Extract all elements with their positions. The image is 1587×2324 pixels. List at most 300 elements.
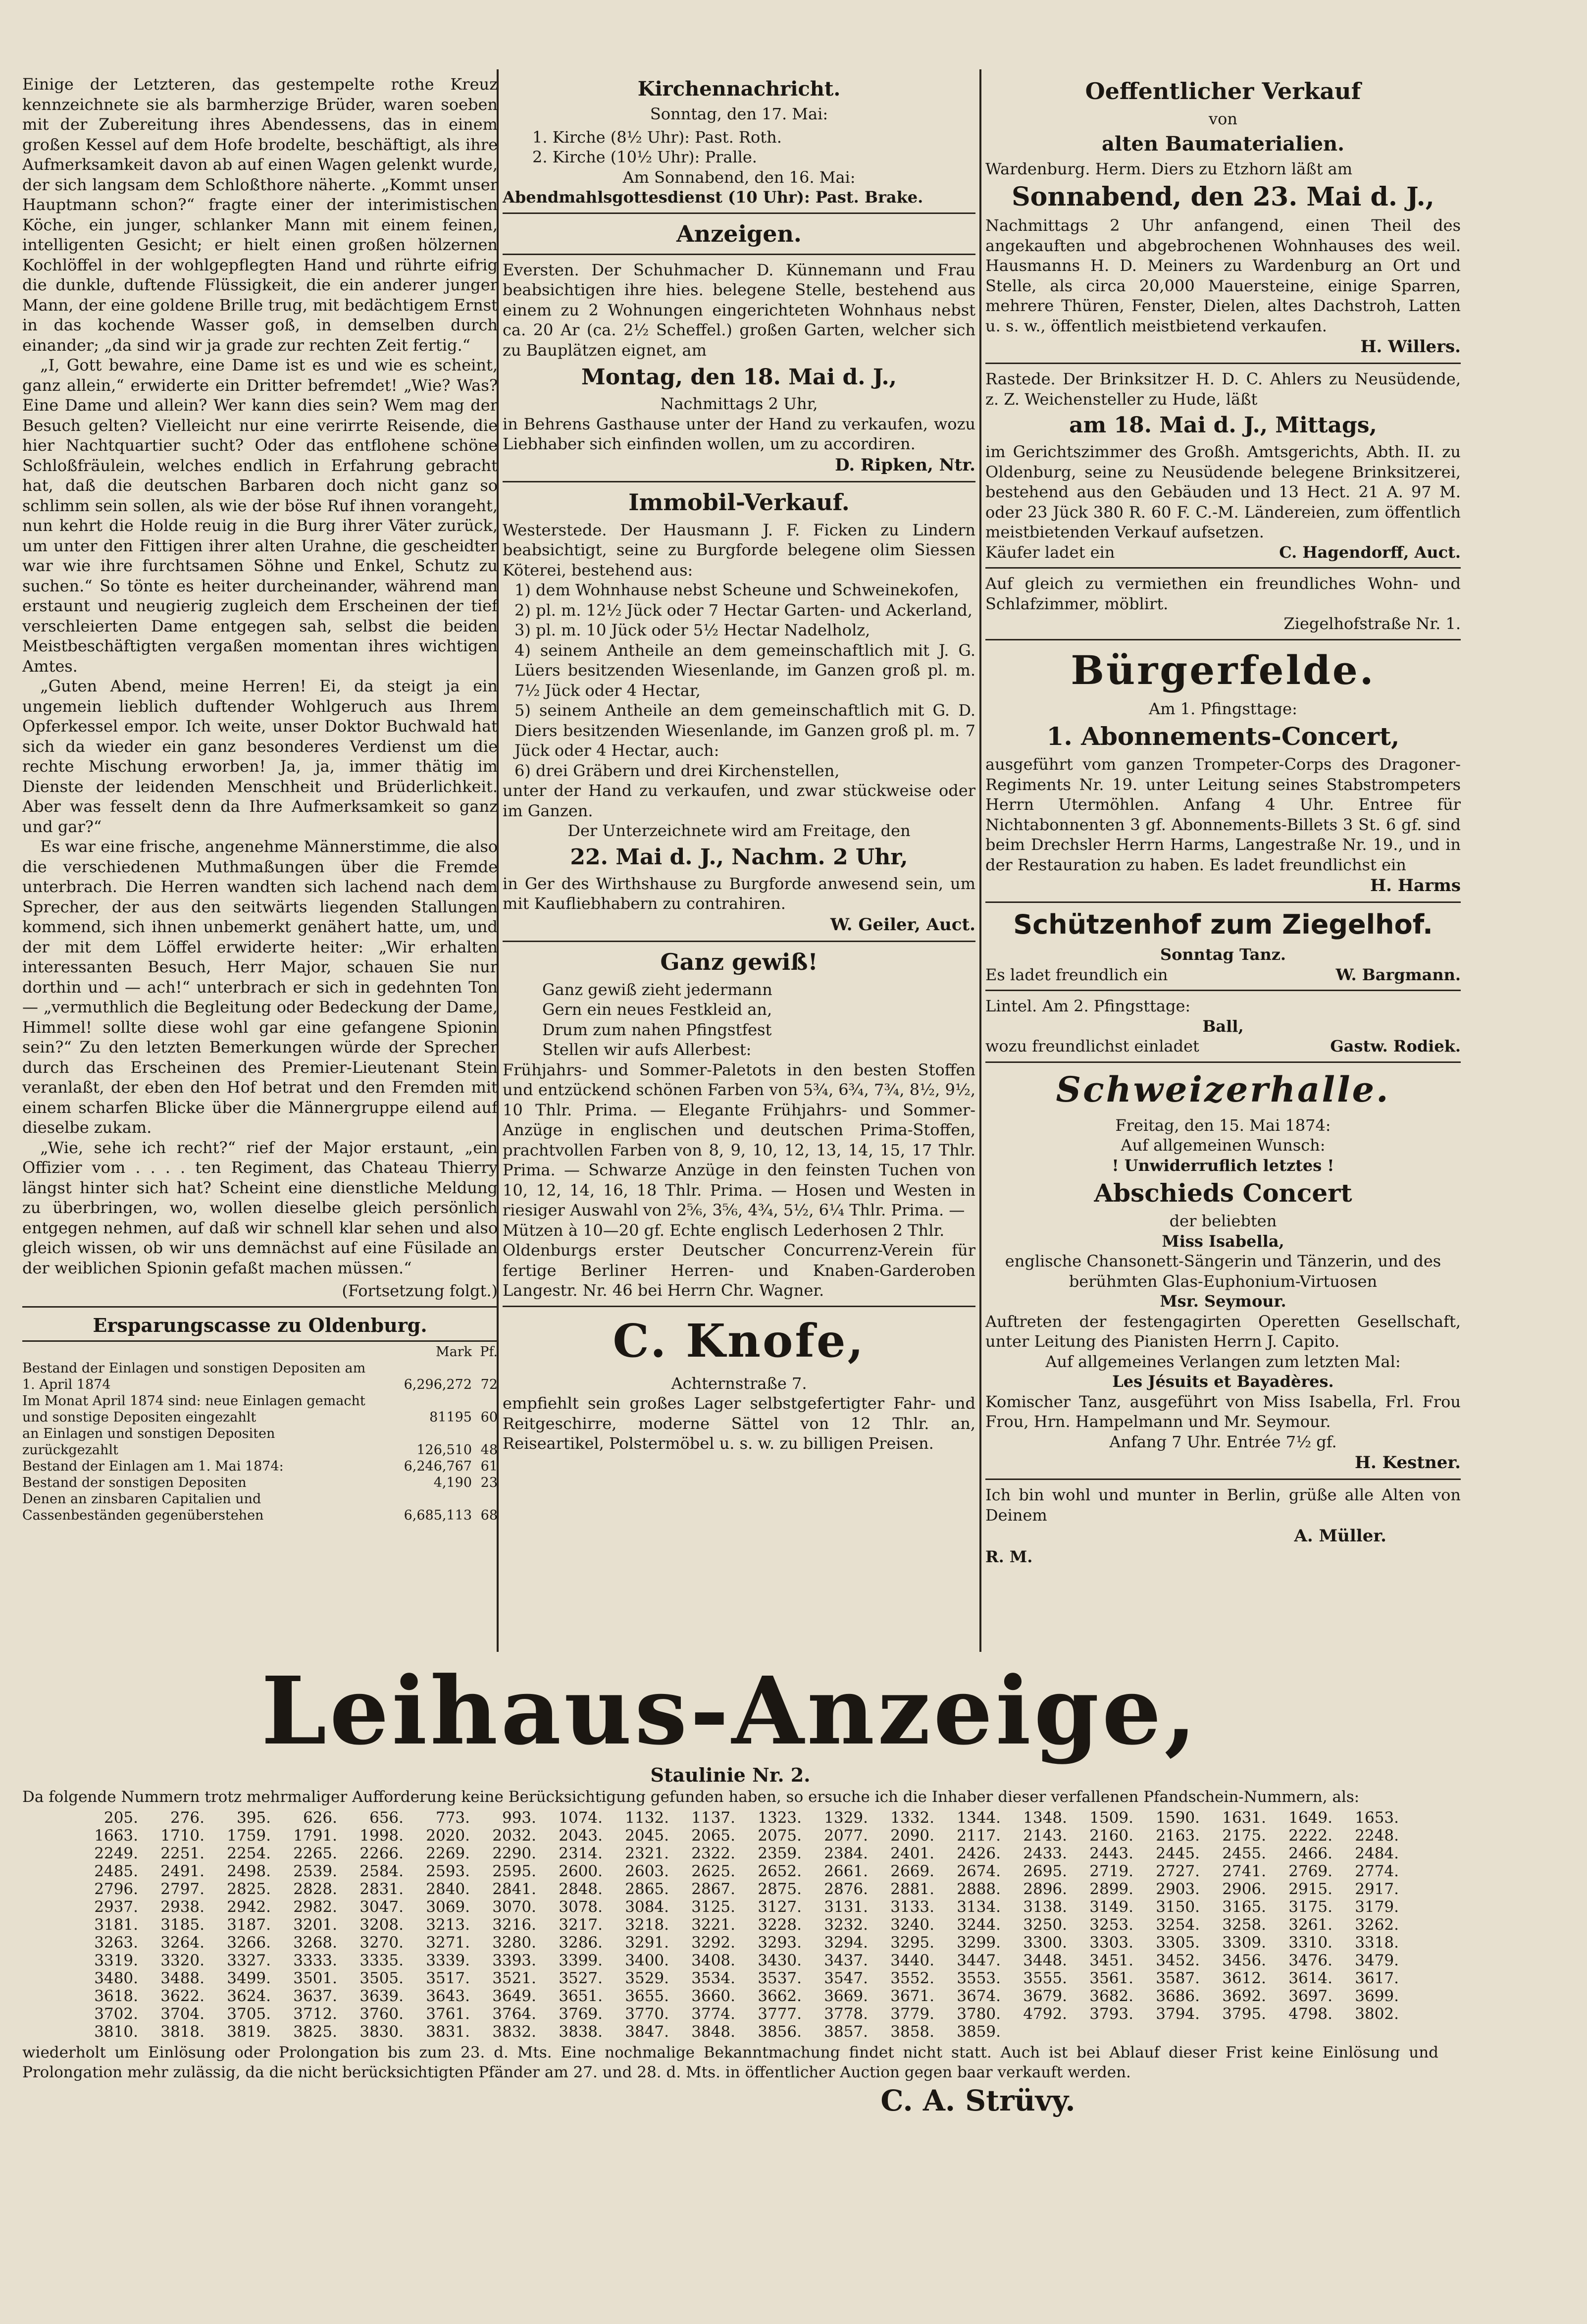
pawn-number: 1344. bbox=[957, 1809, 1001, 1827]
immobil-item: 4) seinem Antheile an dem gemeinschaftlich mit J. G. Lüers besitzenden Wiesenlande, im Ganzen groß pl. m. 7½ Jück oder 4 Hectar, bbox=[514, 640, 975, 700]
pawn-number: 3299. bbox=[957, 1934, 1001, 1952]
rastede-intro: Rastede. Der Brinksitzer H. D. C. Ahlers zu Neusüdende, z. Z. Weichensteller zu Hude, läßt bbox=[985, 370, 1461, 409]
eversten-text: in Behrens Gasthause unter der Hand zu verkaufen, wozu Liebhaber sich einfinden wollen, um zu accordiren. bbox=[503, 414, 975, 453]
divider bbox=[503, 481, 975, 482]
schuetzen-signature-line bbox=[985, 965, 1461, 985]
verkauf-intro: Wardenburg. Herm. Diers zu Etzhorn läßt am bbox=[985, 159, 1353, 178]
pawn-number: 2903. bbox=[1156, 1880, 1200, 1898]
pawn-number: 3047. bbox=[359, 1898, 404, 1916]
pawn-number: 2652. bbox=[758, 1862, 802, 1880]
pawn-number: 2906. bbox=[1222, 1880, 1266, 1898]
pawn-number: 3305. bbox=[1156, 1934, 1200, 1952]
pawn-number: 3319. bbox=[94, 1952, 138, 1969]
pawn-number: 3228. bbox=[758, 1916, 802, 1934]
immobil-date: 22. Mai d. J., Nachm. 2 Uhr, bbox=[570, 844, 908, 870]
pawn-number: 2938. bbox=[160, 1898, 205, 1916]
pawn-number: 1649. bbox=[1288, 1809, 1332, 1827]
ganz-title: Ganz gewiß! bbox=[660, 948, 818, 975]
pawn-number: 2426. bbox=[957, 1845, 1001, 1862]
pawn-number: 2265. bbox=[293, 1845, 337, 1862]
pawn-number: 2269. bbox=[426, 1845, 470, 1862]
divider bbox=[985, 990, 1461, 991]
pawn-number: 1348. bbox=[1023, 1809, 1067, 1827]
pawn-number: 3263. bbox=[94, 1934, 138, 1952]
pawn-number: 3070. bbox=[492, 1898, 536, 1916]
pawn-number: 3185. bbox=[160, 1916, 205, 1934]
ledger-head-pf: Pf. bbox=[480, 1344, 498, 1360]
pawn-number: 3780. bbox=[957, 2005, 1001, 2023]
kirchen-service-2: 2. Kirche (10½ Uhr): Pralle. bbox=[532, 148, 757, 166]
pawn-number: 2625. bbox=[691, 1862, 735, 1880]
pawn-number: 3669. bbox=[824, 1987, 868, 2005]
pawn-number: 3320. bbox=[160, 1952, 205, 1969]
ganz-text: Frühjahrs- und Sommer-Paletots in den besten Stoffen und entzückend schönen Farben von 5¾, 6¾, 7¾, 8½, 9½, 10 Thlr. Prima. — Elegante Frühjahrs- und Sommer-Anzüge in englischen und deutschen Prima-Stoffen, prachtvollen Farben von 8, 9, 10, 12, 13, 14, 15, 17 Thlr. Prima. — Schwarze Anzüge in den feinsten Tuchen von 10, 12, 14, 16, 18 Thlr. Prima. — Hosen und Westen in riesiger Auswahl von 2⅚, 3⅚, 4¾, 5½, 6¼ Thlr. Prima. — bbox=[503, 1060, 975, 1219]
lintel-intro: Lintel. Am 2. Pfingsttage: bbox=[985, 997, 1191, 1015]
pawn-number: 2401. bbox=[890, 1845, 934, 1862]
anzeigen-title: Anzeigen. bbox=[676, 220, 802, 247]
divider bbox=[985, 1061, 1461, 1063]
pawn-number: 3660. bbox=[691, 1987, 735, 2005]
pawn-number: 3499. bbox=[227, 1969, 271, 1987]
buerger-signature: H. Harms bbox=[1370, 876, 1461, 896]
vermiethen-text: Auf gleich zu vermiethen ein freundliches Wohn- und Schlafzimmer, möblirt. bbox=[985, 574, 1461, 613]
pawn-number: 3335. bbox=[359, 1952, 404, 1969]
pawn-number: 3639. bbox=[359, 1987, 404, 2005]
schweizer-msr: Msr. Seymour. bbox=[1160, 1292, 1286, 1311]
pawn-number: 2719. bbox=[1089, 1862, 1133, 1880]
eversten-notice: Eversten. Der Schuhmacher D. Künnemann und Frau beabsichtigen ihre hies. belegene Stelle, bestehend aus einem zu 2 Wohnungen eingerichteten Wohnhaus nebst ca. 20 Ar (ca. 2½ Scheffel.) großen Garten, welcher sich zu Bauplätzen eignet, am bbox=[503, 260, 975, 360]
pawn-number: 3760. bbox=[359, 2005, 404, 2023]
pawn-number: 3505. bbox=[359, 1969, 404, 1987]
pawn-number: 3761. bbox=[426, 2005, 470, 2023]
kirchen-title: Kirchennachricht. bbox=[637, 77, 841, 101]
immobil-item: 5) seinem Antheile an dem gemeinschaftlich mit G. D. Diers besitzenden Wiesenlande, im Ganzen groß pl. m. 7 Jück oder 4 Hectar, auch: bbox=[514, 701, 975, 760]
pawn-number: 1132. bbox=[625, 1809, 669, 1827]
immobil-tail-2: Der Unterzeichnete wird am Freitage, den bbox=[567, 821, 911, 840]
pawn-number: 3838. bbox=[559, 2023, 603, 2041]
pawn-number: 2322. bbox=[691, 1845, 735, 1862]
pawn-number: 3280. bbox=[492, 1934, 536, 1952]
pawn-number: 3857. bbox=[824, 2023, 868, 2041]
pawn-number: 2982. bbox=[293, 1898, 337, 1916]
pawn-number: 3150. bbox=[1156, 1898, 1200, 1916]
pawn-number: 3333. bbox=[293, 1952, 337, 1969]
pawn-number: 2593. bbox=[426, 1862, 470, 1880]
pawn-number: 2669. bbox=[890, 1862, 934, 1880]
pawn-number: 3138. bbox=[1023, 1898, 1067, 1916]
pawn-number: 3393. bbox=[492, 1952, 536, 1969]
pawn-number: 3521. bbox=[492, 1969, 536, 1987]
pawn-number: 2603. bbox=[625, 1862, 669, 1880]
pawn-number: 2359. bbox=[758, 1845, 802, 1862]
berlin-greeting: Ich bin wohl und munter in Berlin, grüße alle Alten von Deinem bbox=[985, 1485, 1461, 1525]
pawn-number: 3587. bbox=[1156, 1969, 1200, 1987]
pawn-number: 3300. bbox=[1023, 1934, 1067, 1952]
story-paragraph: „Wie, sehe ich recht?“ rief der Major erstaunt, „ein Offizier vom . . . . ten Regiment, das Chateau Thierry längst hinter sich hat? Scheint eine dienstliche Meldung zu überbringen, wo, wollen dieselbe gleich persönlich entgegen nehmen, auf daß wir schnell klar sehen und also gleich wissen, ob wir uns demnächst auf eine Füsilade an der weiblichen Spionin gefaßt machen müssen.“ bbox=[22, 1138, 498, 1277]
ledger-pf: 48 bbox=[480, 1442, 498, 1458]
pawn-number: 3250. bbox=[1023, 1916, 1067, 1934]
pawn-number: 3517. bbox=[426, 1969, 470, 1987]
pawn-number: 3679. bbox=[1023, 1987, 1067, 2005]
eversten-signature: D. Ripken, Ntr. bbox=[835, 455, 975, 475]
divider bbox=[985, 1479, 1461, 1480]
story-paragraph: Einige der Letzteren, das gestempelte rothe Kreuz kennzeichnete sie als barmherzige Brüder, waren soeben mit der Zubereitung ihres Abendessens, das in einem großen Kessel auf dem Hofe brodelte, beschäftigt, als ihre Aufmerksamkeit davon ab auf einen Wagen gelenkt wurde, der sich langsam dem Schloßthore näherte. „Kommt unser Hauptmann schon?“ fragte einer der interimistischen Köche, ein junger, schlanker Mann mit einem feinen, intelligenten Gesicht; er hielt einen großen hölzernen Kochlöffel in der wohlgepflegten Hand und rührte eifrig die dunkle, duftende Flüssigkeit, die ein anderer junger Mann, der eine goldene Brille trug, mit bedächtigem Ernst in das kochende Wasser goß, in demselben durch einander; „da sind wir ja grade zur rechten Zeit fertig.“ bbox=[22, 75, 498, 355]
column-serial-story bbox=[22, 74, 498, 1524]
pawn-number: 2491. bbox=[160, 1862, 205, 1880]
schweizer-text-1: englische Chansonett-Sängerin und Tänzerin, und des berühmten Glas-Euphonium-Virtuosen bbox=[1005, 1252, 1441, 1291]
divider bbox=[985, 363, 1461, 364]
pawn-number: 2090. bbox=[890, 1827, 934, 1845]
pawn-number: 3553. bbox=[957, 1969, 1001, 1987]
pawn-number: 2266. bbox=[359, 1845, 404, 1862]
pawn-number: 3830. bbox=[359, 2023, 404, 2041]
divider bbox=[985, 639, 1461, 640]
pawn-number: 3266. bbox=[227, 1934, 271, 1952]
pawn-number: 3674. bbox=[957, 1987, 1001, 2005]
pawn-number: 3774. bbox=[691, 2005, 735, 2023]
pawn-number: 2942. bbox=[227, 1898, 271, 1916]
pawn-number: 3165. bbox=[1222, 1898, 1266, 1916]
pawn-number: 395. bbox=[236, 1809, 271, 1827]
immobil-item: 1) dem Wohnhause nebst Scheune und Schweinekofen, bbox=[514, 581, 959, 599]
pawn-number: 3201. bbox=[293, 1916, 337, 1934]
pawn-number: 3534. bbox=[691, 1969, 735, 1987]
ledger-label: Bestand der Einlagen und sonstigen Depositen am 1. April 1874 bbox=[22, 1360, 366, 1392]
pawn-number: 1653. bbox=[1355, 1809, 1399, 1827]
pawn-number: 3692. bbox=[1222, 1987, 1266, 2005]
ledger-amount: 81195 bbox=[429, 1409, 472, 1425]
pawn-number: 3778. bbox=[824, 2005, 868, 2023]
pawn-number: 773. bbox=[435, 1809, 470, 1827]
verkauf-date: Sonnabend, den 23. Mai d. J., bbox=[1012, 182, 1434, 212]
pawn-number: 2797. bbox=[160, 1880, 205, 1898]
pawn-number: 2539. bbox=[293, 1862, 337, 1880]
pawn-number: 3447. bbox=[957, 1952, 1001, 1969]
schweizer-last: ! Unwiderruflich letztes ! bbox=[1112, 1156, 1334, 1175]
column-notices-right bbox=[985, 74, 1461, 1567]
ledger-label: Im Monat April 1874 sind: neue Einlagen gemacht und sonstige Depositen eingezahlt bbox=[22, 1393, 365, 1425]
story-paragraph: Es war eine frische, angenehme Männerstimme, die also die verschiedenen Muthmaßungen über die Fremde unterbrach. Die Herren wandten sich lachend nach dem Sprecher, der aus den seitwärts liegenden Stallungen kommend, sich ihnen unbemerkt genähert hatte, um, und der mit dem Löffel erwiderte heiter: „Wir erhalten interessanten Besuch, Herr Major, schauen Sie nur dorthin und — ach!“ unterbrach er sich in gedehnten Ton — „vermuthlich die Begleitung oder Bedeckung der Dame, Himmel! sollte diese wohl gar eine gefangene Spionin sein?“ Zu den letzten Bemerkungen würde der Sprecher durch das Erscheinen des Premier-Lieutenant Stein veranlaßt, der eben den Hof betrat und den Fremden mit einem scharfen Blicke über die Männergruppe eilend auf dieselbe zukam. bbox=[22, 837, 498, 1137]
pawn-number: 2831. bbox=[359, 1880, 404, 1898]
pawn-number: 1590. bbox=[1156, 1809, 1200, 1827]
pawn-number: 2937. bbox=[94, 1898, 138, 1916]
pawn-number-grid bbox=[77, 1809, 1404, 2041]
schweizer-text-5: Anfang 7 Uhr. Entrée 7½ gf. bbox=[1109, 1432, 1337, 1451]
schweizer-jesuits: Les Jésuits et Bayadères. bbox=[1112, 1372, 1334, 1391]
pawn-number: 3662. bbox=[758, 1987, 802, 2005]
pawn-number: 3179. bbox=[1355, 1898, 1399, 1916]
pawn-number: 993. bbox=[502, 1809, 536, 1827]
ledger-table bbox=[22, 1344, 498, 1524]
verkauf-von: von bbox=[1209, 109, 1237, 128]
ledger-pf: 60 bbox=[480, 1409, 498, 1425]
divider bbox=[985, 567, 1461, 569]
ledger-label: Bestand der sonstigen Depositen bbox=[22, 1475, 247, 1490]
ledger-pf: 72 bbox=[480, 1376, 498, 1392]
pawn-number: 3127. bbox=[758, 1898, 802, 1916]
pawn-number: 2254. bbox=[227, 1845, 271, 1862]
story-paragraph: „Guten Abend, meine Herren! Ei, da steigt ja ein ungemein lieblich duftender Wohlgeruch aus Ihrem Opferkessel empor. Ich weite, unser Doktor Buchwald hat sich da wieder ein ganz besonderes Verdienst um die rechte Mischung erworben! Ja, ja, immer thätig im Dienste der leidenden Menschheit und Brüderlichkeit. Aber was fesselt denn da Ihre Aufmerksamkeit so ganz und gar?“ bbox=[22, 677, 498, 836]
pawn-number: 3264. bbox=[160, 1934, 205, 1952]
pawn-number: 2899. bbox=[1089, 1880, 1133, 1898]
pawn-number: 2032. bbox=[492, 1827, 536, 1845]
pawn-number: 2825. bbox=[227, 1880, 271, 1898]
pawn-number: 2584. bbox=[359, 1862, 404, 1880]
divider bbox=[503, 1306, 975, 1307]
pawn-number: 3810. bbox=[94, 2023, 138, 2041]
ganz-poem-line: Stellen wir aufs Allerbest: bbox=[542, 1040, 752, 1059]
pawn-number: 2661. bbox=[824, 1862, 868, 1880]
pawn-number: 2727. bbox=[1156, 1862, 1200, 1880]
pawn-number: 3295. bbox=[890, 1934, 934, 1952]
pawn-number: 3770. bbox=[625, 2005, 669, 2023]
pawn-number: 2867. bbox=[691, 1880, 735, 1898]
pawn-number: 3649. bbox=[492, 1987, 536, 2005]
immobil-tail-3: in Ger des Wirthshause zu Burgforde anwesend sein, um mit Kaufliebhabern zu contrahiren. bbox=[503, 874, 975, 913]
immobil-signature: W. Geiler, Auct. bbox=[830, 914, 975, 935]
ledger-label: Bestand der Einlagen am 1. Mai 1874: bbox=[22, 1458, 284, 1474]
pawn-number: 1074. bbox=[559, 1809, 603, 1827]
ganz-poem-line: Drum zum nahen Pfingstfest bbox=[542, 1020, 772, 1039]
pawn-number: 3253. bbox=[1089, 1916, 1133, 1934]
verkauf-signature: H. Willers. bbox=[1360, 337, 1461, 357]
ledger-row bbox=[22, 1458, 498, 1475]
rastede-text: im Gerichtszimmer des Großh. Amtsgerichts, Abth. II. zu Oldenburg, seine zu Neusüdende belegene Brinksitzerei, bestehend aus den Gebäuden und 13 Hect. 21 A. 97 M. oder 23 Jück 380 R. 60 F. C.-M. Ländereien, zum öffentlich meistbietenden Verkauf aufsetzen. bbox=[985, 442, 1461, 541]
pawn-number: 2249. bbox=[94, 1845, 138, 1862]
pawn-number: 2485. bbox=[94, 1862, 138, 1880]
leihaus-intro: Da folgende Nummern trotz mehrmaliger Aufforderung keine Berücksichtigung gefunden haben, so ersuche ich die Inhaber dieser verfallenen Pfandschein-Nummern, als: bbox=[22, 1788, 1360, 1806]
pawn-number: 3437. bbox=[824, 1952, 868, 1969]
kirchen-date: Sonntag, den 17. Mai: bbox=[650, 105, 828, 123]
pawn-number: 1998. bbox=[359, 1827, 404, 1845]
pawn-number: 3777. bbox=[758, 2005, 802, 2023]
pawn-number: 276. bbox=[170, 1809, 205, 1827]
pawn-number: 3310. bbox=[1288, 1934, 1332, 1952]
pawn-number: 3303. bbox=[1089, 1934, 1133, 1952]
ganz-text-3: Oldenburgs erster Deutscher Concurrenz-Verein für fertige Berliner Herren- und Knaben-Garderoben Langestr. Nr. 46 bei Herrn Chr. Wagner. bbox=[503, 1241, 975, 1300]
pawn-number: 1137. bbox=[691, 1809, 735, 1827]
pawn-number: 2117. bbox=[957, 1827, 1001, 1845]
pawn-number: 3480. bbox=[94, 1969, 138, 1987]
pawn-number: 3339. bbox=[426, 1952, 470, 1969]
pawn-number: 3637. bbox=[293, 1987, 337, 2005]
pawn-number: 3561. bbox=[1089, 1969, 1133, 1987]
divider bbox=[22, 1340, 498, 1342]
pawn-number: 1329. bbox=[824, 1809, 868, 1827]
pawn-number: 3217. bbox=[559, 1916, 603, 1934]
pawn-number: 3268. bbox=[293, 1934, 337, 1952]
pawn-number: 3400. bbox=[625, 1952, 669, 1969]
pawn-number: 3271. bbox=[426, 1934, 470, 1952]
pawn-number: 3430. bbox=[758, 1952, 802, 1969]
pawn-number: 3671. bbox=[890, 1987, 934, 2005]
lintel-signature: Gastw. Rodiek. bbox=[1330, 1037, 1461, 1056]
verkauf-subtitle: alten Baumaterialien. bbox=[1101, 132, 1345, 156]
pawn-number: 2443. bbox=[1089, 1845, 1133, 1862]
pawn-number: 3309. bbox=[1222, 1934, 1266, 1952]
pawn-number: 2075. bbox=[758, 1827, 802, 1845]
pawn-number: 3232. bbox=[824, 1916, 868, 1934]
column-notices-middle bbox=[503, 74, 975, 1457]
buerger-text: ausgeführt vom ganzen Trompeter-Corps des Dragoner-Regiments Nr. 19. unter Leitung seines Stabstrompeters Herrn Utermöhlen. Anfang 4 Uhr. Entree für Nichtabonnenten 3 gf. Abonnements-Billets 3 St. 6 gf. sind beim Drechsler Herrn Harms, Langestraße Nr. 19., und in der Restauration zu haben. Es ladet freundlichst ein bbox=[985, 755, 1461, 874]
pawn-number: 3327. bbox=[227, 1952, 271, 1969]
rastede-signature-label: Käufer ladet ein bbox=[985, 542, 1115, 562]
berlin-signature: A. Müller. bbox=[1294, 1526, 1386, 1546]
pawn-number: 2865. bbox=[625, 1880, 669, 1898]
pawn-number: 3702. bbox=[94, 2005, 138, 2023]
kirchen-abendmahl: Abendmahlsgottesdienst (10 Uhr): Past. Brake. bbox=[503, 188, 923, 207]
rastede-date: am 18. Mai d. J., Mittags, bbox=[1069, 413, 1377, 438]
pawn-number: 3451. bbox=[1089, 1952, 1133, 1969]
immobil-tail: unter der Hand zu verkaufen, und zwar stückweise oder im Ganzen. bbox=[503, 781, 975, 820]
pawn-number: 2674. bbox=[957, 1862, 1001, 1880]
pawn-number: 3488. bbox=[160, 1969, 205, 1987]
continued-note: (Fortsetzung folgt.) bbox=[342, 1281, 498, 1300]
pawn-number: 3779. bbox=[890, 2005, 934, 2023]
schweizer-concert: Abschieds Concert bbox=[1094, 1178, 1352, 1208]
pawn-number: 3286. bbox=[559, 1934, 603, 1952]
pawn-number: 2455. bbox=[1222, 1845, 1266, 1862]
pawn-number: 3764. bbox=[492, 2005, 536, 2023]
divider bbox=[985, 901, 1461, 903]
divider bbox=[503, 212, 975, 214]
pawn-number: 3440. bbox=[890, 1952, 934, 1969]
pawn-number: 2321. bbox=[625, 1845, 669, 1862]
immobil-title: Immobil-Verkauf. bbox=[628, 488, 850, 516]
verkauf-title: Oeffentlicher Verkauf bbox=[1085, 78, 1361, 105]
pawn-number: 3705. bbox=[227, 2005, 271, 2023]
ledger-row bbox=[22, 1475, 498, 1491]
pawn-number: 2290. bbox=[492, 1845, 536, 1862]
divider bbox=[503, 941, 975, 942]
buerger-date: Am 1. Pfingsttage: bbox=[1149, 699, 1297, 718]
rastede-signature-line bbox=[985, 542, 1461, 563]
pawn-number: 3614. bbox=[1288, 1969, 1332, 1987]
eversten-date: Montag, den 18. Mai d. J., bbox=[581, 365, 897, 390]
ersparung-title: Ersparungscasse zu Oldenburg. bbox=[93, 1314, 427, 1336]
pawn-number: 205. bbox=[103, 1809, 138, 1827]
ledger-label: Denen an zinsbaren Capitalien und Cassenbeständen gegenüberstehen bbox=[22, 1491, 264, 1523]
pawn-number: 3858. bbox=[890, 2023, 934, 2041]
pawn-number: 2163. bbox=[1156, 1827, 1200, 1845]
schweizer-text-4: Komischer Tanz, ausgeführt von Miss Isabella, Frl. Frou Frou, Hrn. Hampelmann und Mr. Seymour. bbox=[985, 1392, 1461, 1431]
rm-signature: R. M. bbox=[985, 1547, 1033, 1566]
pawn-number: 3293. bbox=[758, 1934, 802, 1952]
pawn-number: 3187. bbox=[227, 1916, 271, 1934]
schweizer-text-3: Auf allgemeines Verlangen zum letzten Mal: bbox=[1045, 1352, 1401, 1371]
leihaus-anzeige bbox=[22, 1656, 1438, 2119]
pawn-number: 3847. bbox=[625, 2023, 669, 2041]
ledger-amount: 6,296,272 bbox=[404, 1376, 472, 1392]
pawn-number: 1631. bbox=[1222, 1809, 1266, 1827]
pawn-number: 3769. bbox=[559, 2005, 603, 2023]
pawn-number: 3501. bbox=[293, 1969, 337, 1987]
pawn-number: 3448. bbox=[1023, 1952, 1067, 1969]
pawn-number: 3794. bbox=[1156, 2005, 1200, 2023]
pawn-number: 3134. bbox=[957, 1898, 1001, 1916]
pawn-number: 3291. bbox=[625, 1934, 669, 1952]
pawn-number: 2875. bbox=[758, 1880, 802, 1898]
ledger-pf: 61 bbox=[480, 1458, 498, 1474]
pawn-number: 2595. bbox=[492, 1862, 536, 1880]
pawn-number: 4792. bbox=[1023, 2005, 1067, 2023]
lintel-signature-line bbox=[985, 1036, 1461, 1056]
pawn-number: 3221. bbox=[691, 1916, 735, 1934]
pawn-number: 3261. bbox=[1288, 1916, 1332, 1934]
pawn-number: 2466. bbox=[1288, 1845, 1332, 1862]
lintel-ball: Ball, bbox=[1202, 1016, 1244, 1036]
pawn-number: 3452. bbox=[1156, 1952, 1200, 1969]
pawn-number: 3175. bbox=[1288, 1898, 1332, 1916]
pawn-number: 3125. bbox=[691, 1898, 735, 1916]
pawn-number: 3819. bbox=[227, 2023, 271, 2041]
eversten-time: Nachmittags 2 Uhr, bbox=[660, 394, 818, 413]
buerger-title: Bürgerfelde. bbox=[1071, 646, 1376, 693]
pawn-number: 3825. bbox=[293, 2023, 337, 2041]
rastede-signature: C. Hagendorff, Auct. bbox=[1279, 542, 1461, 562]
ledger-head-mark: Mark bbox=[435, 1344, 472, 1360]
pawn-number: 1332. bbox=[890, 1809, 934, 1827]
pawn-number: 1759. bbox=[227, 1827, 271, 1845]
ganz-text-2: Mützen à 10—20 gf. Echte englisch Lederhosen 2 Thlr. bbox=[503, 1220, 945, 1240]
pawn-number: 2876. bbox=[824, 1880, 868, 1898]
pawn-number: 3069. bbox=[426, 1898, 470, 1916]
schuetzen-title: Schützenhof zum Ziegelhof. bbox=[1013, 909, 1433, 940]
pawn-number: 2251. bbox=[160, 1845, 205, 1862]
pawn-number: 2484. bbox=[1355, 1845, 1399, 1862]
ledger-header bbox=[22, 1344, 498, 1360]
pawn-number: 2043. bbox=[559, 1827, 603, 1845]
pawn-number: 3555. bbox=[1023, 1969, 1067, 1987]
pawn-number: 656. bbox=[369, 1809, 404, 1827]
pawn-number: 3686. bbox=[1156, 1987, 1200, 2005]
ledger-row bbox=[22, 1393, 498, 1426]
pawn-number: 2175. bbox=[1222, 1827, 1266, 1845]
pawn-number: 3617. bbox=[1355, 1969, 1399, 1987]
ledger-amount: 6,246,767 bbox=[404, 1458, 472, 1474]
schweizer-miss: Miss Isabella, bbox=[1162, 1231, 1284, 1251]
pawn-number: 3859. bbox=[957, 2023, 1001, 2041]
leihaus-title: Leihaus-Anzeige, bbox=[261, 1656, 1200, 1766]
pawn-number: 3655. bbox=[625, 1987, 669, 2005]
pawn-number: 3479. bbox=[1355, 1952, 1399, 1969]
pawn-number: 3078. bbox=[559, 1898, 603, 1916]
pawn-number: 3149. bbox=[1089, 1898, 1133, 1916]
pawn-number: 3181. bbox=[94, 1916, 138, 1934]
pawn-number: 2045. bbox=[625, 1827, 669, 1845]
pawn-number: 3622. bbox=[160, 1987, 205, 2005]
pawn-number: 2774. bbox=[1355, 1862, 1399, 1880]
pawn-number: 2600. bbox=[559, 1862, 603, 1880]
leihaus-subtitle: Staulinie Nr. 2. bbox=[650, 1764, 811, 1786]
ledger-label: an Einlagen und sonstigen Depositen zurückgezahlt bbox=[22, 1426, 275, 1458]
pawn-number: 2840. bbox=[426, 1880, 470, 1898]
pawn-number: 3408. bbox=[691, 1952, 735, 1969]
ganz-poem-line: Gern ein neues Festkleid an, bbox=[542, 1000, 772, 1019]
ledger-row bbox=[22, 1360, 498, 1393]
schweizer-wish: Auf allgemeinen Wunsch: bbox=[1121, 1136, 1326, 1155]
pawn-number: 3216. bbox=[492, 1916, 536, 1934]
pawn-number: 3651. bbox=[559, 1987, 603, 2005]
leihaus-signature: C. A. Strüvy. bbox=[880, 2084, 1075, 2117]
schuetzen-text: Es ladet freundlich ein bbox=[985, 965, 1168, 984]
pawn-number: 2445. bbox=[1156, 1845, 1200, 1862]
pawn-number: 2896. bbox=[1023, 1880, 1067, 1898]
pawn-number: 3270. bbox=[359, 1934, 404, 1952]
pawn-number: 3131. bbox=[824, 1898, 868, 1916]
schuetzen-subtitle: Sonntag Tanz. bbox=[1160, 945, 1286, 964]
pawn-number: 3537. bbox=[758, 1969, 802, 1987]
